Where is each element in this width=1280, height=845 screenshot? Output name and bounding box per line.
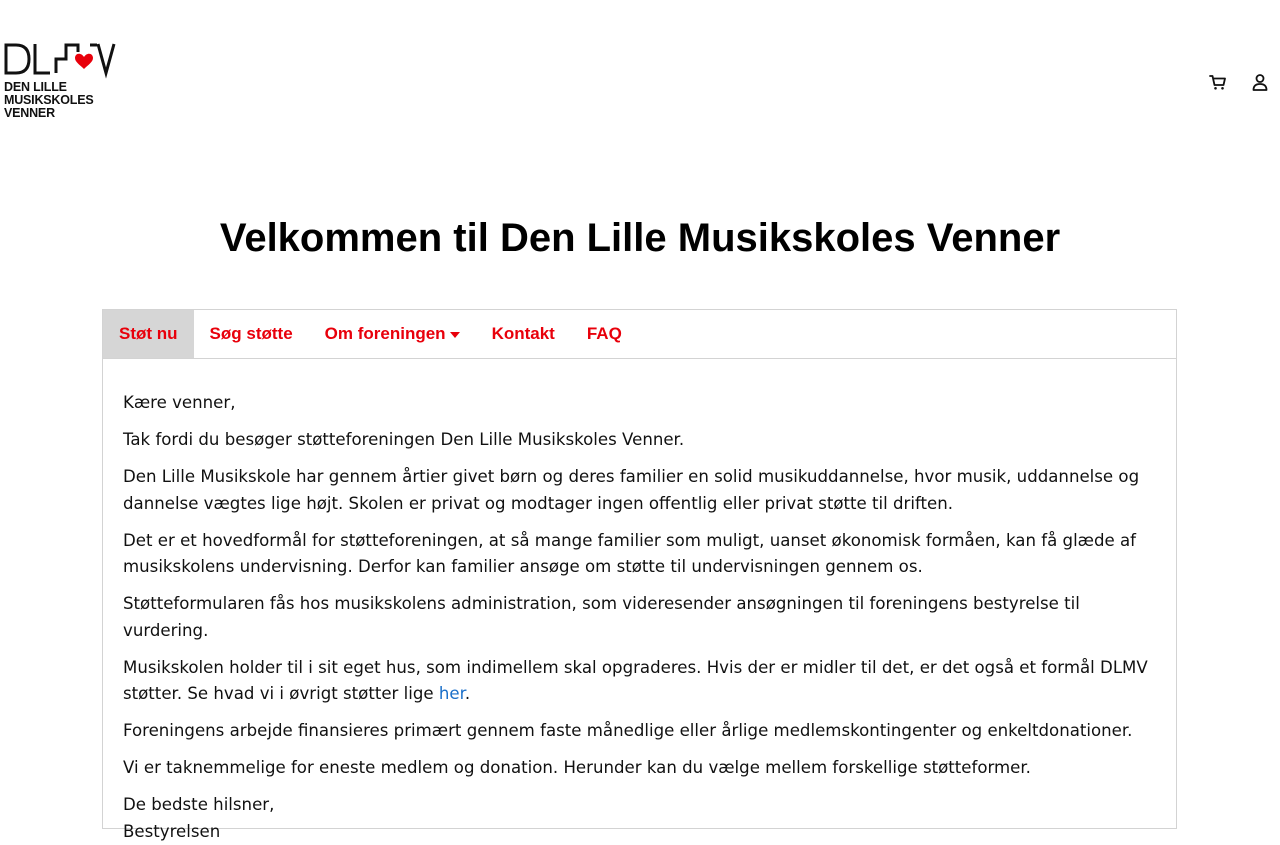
tab-label: Søg støtte (209, 324, 293, 343)
user-icon[interactable] (1250, 72, 1270, 92)
closing (123, 792, 1156, 845)
greeting: Kære venner, (123, 393, 236, 412)
tab-soeg-stoette[interactable] (194, 310, 309, 358)
paragraph: Vi er taknemmelige for eneste medlem og donation. Herunder kan du vælge mellem forskellige støtteformer. (123, 758, 1031, 777)
tab-bar (103, 310, 1176, 359)
closing-text: De bedste hilsner, (123, 795, 275, 814)
caret-down-icon (450, 332, 460, 338)
tab-label: Om foreningen (324, 324, 446, 343)
cart-icon[interactable] (1208, 72, 1228, 92)
her-link[interactable]: her (438, 684, 465, 703)
paragraph: Tak fordi du besøger støtteforeningen Den Lille Musikskoles Venner. (123, 430, 685, 449)
logo-line: MUSIKSKOLES (4, 93, 94, 107)
logo-text (4, 81, 93, 120)
tab-label: FAQ (586, 324, 622, 343)
paragraph: Støtteformularen fås hos musikskolens administration, som videresender ansøgningen til foreningens bestyrelse til vurdering. (123, 594, 1080, 640)
logo-mark (4, 42, 116, 76)
tab-om-foreningen[interactable] (309, 310, 476, 358)
header-icons (1208, 72, 1270, 92)
tab-label: Støt nu (119, 324, 178, 343)
signature: Bestyrelsen (123, 821, 221, 841)
content-panel (102, 309, 1177, 841)
paragraph-text: Musikskolen holder til i sit eget hus, som indimellem skal opgraderes. Hvis der er midler til det, er det også et formål DLMV støtter. Se hvad vi i øvrigt støtter lige (123, 657, 1148, 703)
paragraph (123, 655, 1156, 708)
tab-content (103, 359, 1176, 845)
site-logo[interactable] (4, 42, 124, 122)
tab-label: Kontakt (491, 324, 555, 343)
tab-faq[interactable] (571, 310, 638, 358)
logo-line: DEN LILLE (4, 80, 67, 94)
paragraph: Den Lille Musikskole har gennem årtier givet børn og deres familier en solid musikuddannelse, hvor musik, uddannelse og dannelse vægtes lige højt. Skolen er privat og modtager ingen offentlig eller privat støtte til driften. (123, 467, 1140, 513)
site-header (0, 0, 1280, 160)
tab-stoet-nu[interactable] (103, 310, 194, 358)
page-title: Velkommen til Den Lille Musikskoles Venner (219, 216, 1061, 260)
tab-kontakt[interactable] (476, 310, 571, 358)
logo-line: VENNER (4, 106, 55, 120)
paragraph: Foreningens arbejde finansieres primært gennem faste månedlige eller årlige medlemskontingenter og enkeltdonationer. (123, 721, 1133, 740)
paragraph: Det er et hovedformål for støtteforeningen, at så mange familier som muligt, uanset økonomisk formåen, kan få glæde af musikskolens undervisning. Derfor kan familier ansøge om støtte til undervisningen gennem os. (123, 530, 1137, 576)
paragraph-text: . (464, 684, 471, 703)
